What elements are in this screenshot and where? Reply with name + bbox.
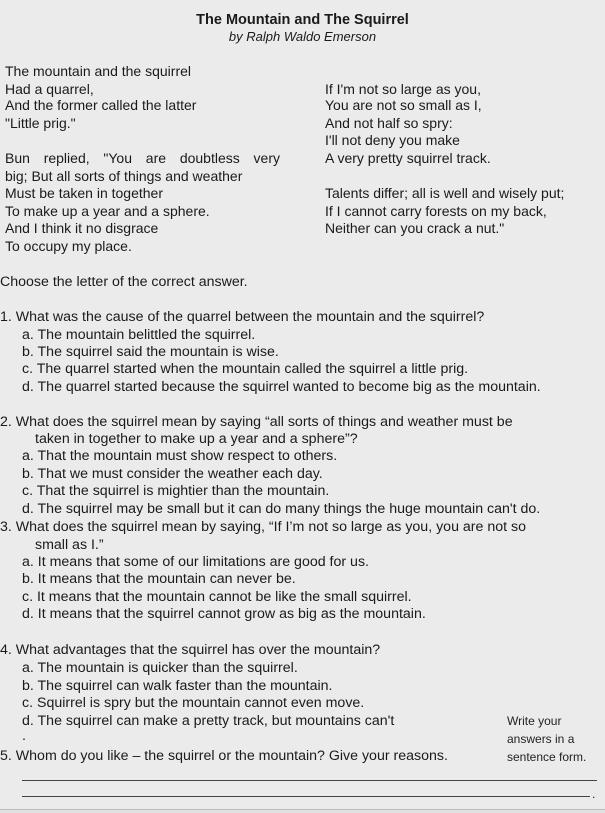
answer-line-1 (22, 780, 597, 781)
instructions: Choose the letter of the correct answer. (0, 274, 248, 290)
answer-line-2 (22, 796, 590, 797)
side-note-line: Write your (507, 714, 562, 728)
trailing-period: . (22, 728, 26, 744)
question-text: 4. What advantages that the squirrel has over the mountain? (0, 642, 381, 658)
option-a: a. The mountain is quicker than the squirrel. (22, 660, 298, 676)
question-text: 1. What was the cause of the quarrel between the mountain and the squirrel? (0, 309, 485, 325)
poem-line: Had a quarrel, (5, 81, 94, 97)
poem-line: I'll not deny you make (325, 132, 460, 148)
page-bottom-border (0, 809, 605, 813)
option-c: c. Squirrel is spry but the mountain cannot even move. (22, 695, 365, 711)
option-a: a. It means that some of our limitations are good for us. (22, 554, 369, 570)
option-b: b. The squirrel can walk faster than the mountain. (22, 678, 333, 694)
question-text-cont: small as I.” (35, 537, 104, 553)
question-text: 2. What does the squirrel mean by saying “all sorts of things and weather must be (0, 414, 513, 430)
poem-line: "Little prig." (5, 115, 76, 131)
poem-line: Talents differ; all is well and wisely put; (325, 185, 565, 201)
poem-line: A very pretty squirrel track. (325, 150, 491, 166)
option-d: d. The squirrel may be small but it can do many things the huge mountain can't do. (22, 501, 541, 517)
author-byline: by Ralph Waldo Emerson (228, 29, 377, 44)
option-b: b. That we must consider the weather each day. (22, 466, 323, 482)
side-note-line: answers in a (507, 732, 575, 746)
question-text-cont: taken in together to make up a year and a sphere”? (35, 431, 358, 447)
poem-line: Neither can you crack a nut." (325, 220, 505, 236)
poem-line: To occupy my place. (5, 238, 132, 254)
option-d: d. The squirrel can make a pretty track, but mountains can't (22, 713, 395, 729)
poem-line: And the former called the latter (5, 97, 197, 113)
page-title: The Mountain and The Squirrel (196, 12, 409, 28)
option-b: b. It means that the mountain can never be. (22, 571, 296, 587)
option-a: a. That the mountain must show respect to others. (22, 448, 338, 464)
poem-line: To make up a year and a sphere. (5, 203, 210, 219)
poem-line: You are not so small as I, (325, 97, 482, 113)
question-text: 3. What does the squirrel mean by saying, “If I’m not so large as you, you are not so (0, 519, 526, 535)
option-c: c. The quarrel started when the mountain called the squirrel a little prig. (22, 361, 469, 377)
option-d: d. The quarrel started because the squirrel wanted to become big as the mountain. (22, 379, 541, 395)
poem-line: If I cannot carry forests on my back, (325, 203, 547, 219)
poem-line: The mountain and the squirrel (5, 63, 191, 79)
option-d: d. It means that the squirrel cannot grow as big as the mountain. (22, 606, 426, 622)
poem-line: And not half so spry: (325, 115, 453, 131)
line-end-period: . (592, 787, 596, 801)
option-c: c. It means that the mountain cannot be like the small squirrel. (22, 589, 412, 605)
option-c: c. That the squirrel is mightier than the mountain. (22, 483, 330, 499)
side-note-line: sentence form. (507, 750, 587, 764)
question-text: 5. Whom do you like – the squirrel or the mountain? Give your reasons. (0, 748, 448, 764)
poem-line: big; But all sorts of things and weather (5, 168, 243, 184)
poem-line: If I'm not so large as you, (325, 81, 481, 97)
option-b: b. The squirrel said the mountain is wise. (22, 344, 279, 360)
poem-line: Bun replied, "You are doubtless very (5, 150, 280, 166)
poem-line: And I think it no disgrace (5, 220, 159, 236)
poem-line: Must be taken in together (5, 185, 163, 201)
option-a: a. The mountain belittled the squirrel. (22, 327, 256, 343)
